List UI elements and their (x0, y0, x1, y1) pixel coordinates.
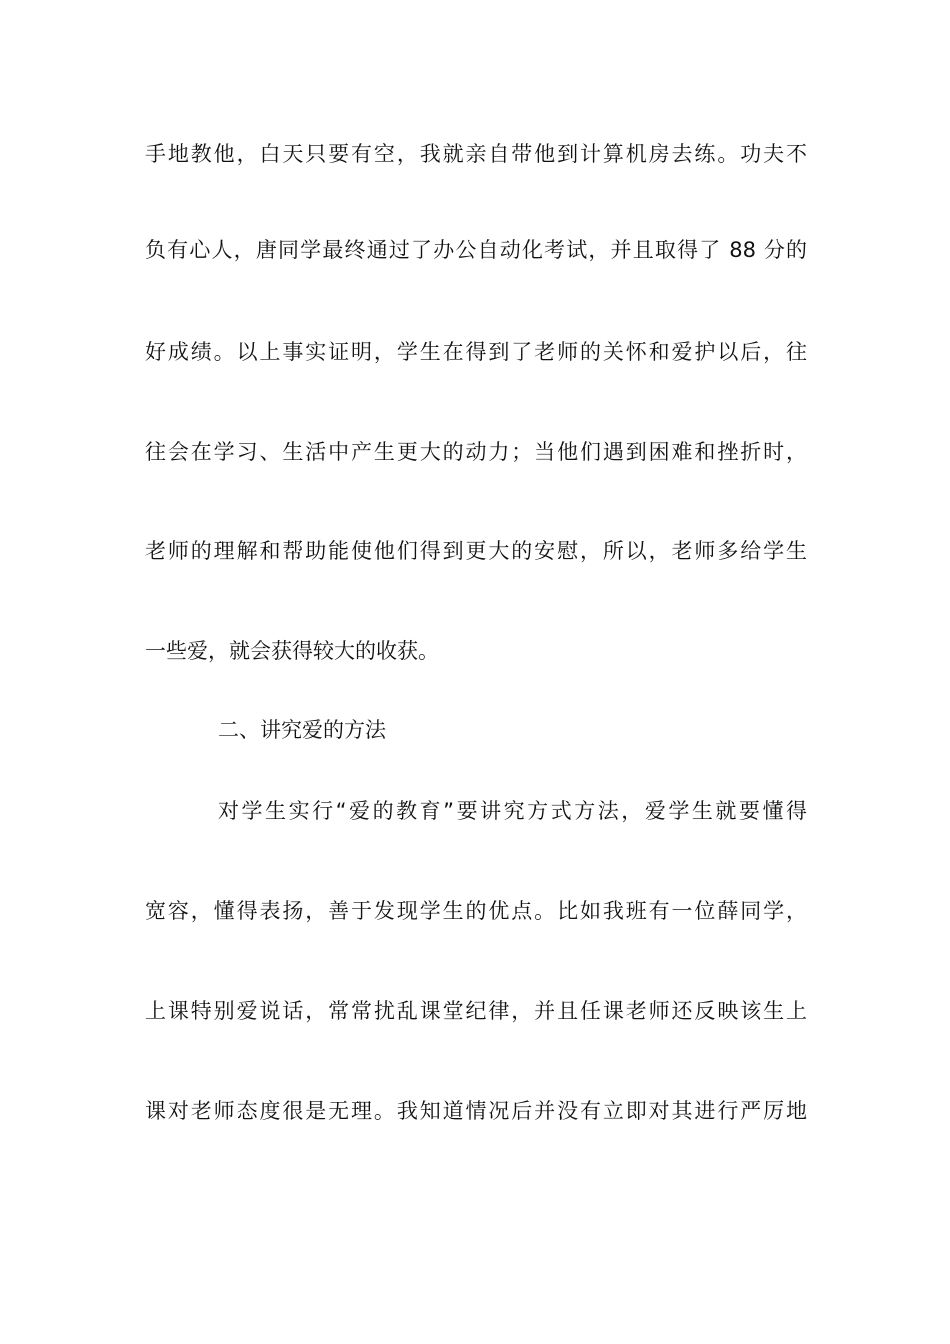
paragraph-line: 对学生实行“爱的教育”要讲究方式方法，爱学生就要懂得 (218, 799, 807, 823)
paragraph-line: 手地教他，白天只要有空，我就亲自带他到计算机房去练。功夫不 (145, 142, 807, 166)
paragraph-line: 宽容，懂得表扬，善于发现学生的优点。比如我班有一位薛同学， (145, 899, 807, 923)
section-heading: 二、讲究爱的方法 (218, 718, 386, 742)
paragraph-line: 往会在学习、生活中产生更大的动力；当他们遇到困难和挫折时， (145, 440, 807, 464)
paragraph-line: 老师的理解和帮助能使他们得到更大的安慰，所以，老师多给学生 (145, 539, 807, 563)
paragraph-line: 好成绩。以上事实证明，学生在得到了老师的关怀和爱护以后，往 (145, 340, 807, 364)
paragraph-line: 负有心人，唐同学最终通过了办公自动化考试，并且取得了 88 分的 (145, 238, 807, 262)
paragraph-line: 上课特别爱说话，常常扰乱课堂纪律，并且任课老师还反映该生上 (145, 999, 807, 1023)
paragraph-line: 一些爱，就会获得较大的收获。 (145, 639, 439, 663)
paragraph-line: 课对老师态度很是无理。我知道情况后并没有立即对其进行严厉地 (145, 1099, 807, 1123)
